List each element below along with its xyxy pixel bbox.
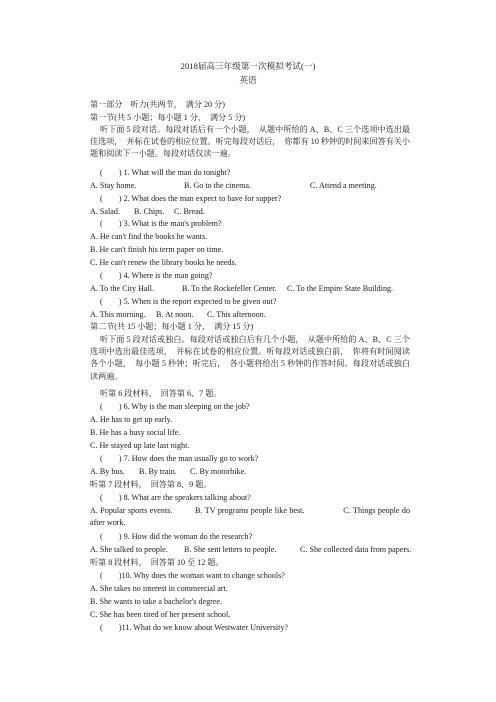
option-c: C. This afternoon.	[207, 310, 266, 319]
question-5: ( ) 5. When is the report expected to be given out?	[100, 297, 277, 306]
option-b: B. She sent letters to people.	[184, 545, 277, 554]
subject-title: 英语	[239, 75, 257, 85]
question-6-option-a: A. He has to get up early.	[90, 415, 173, 424]
material-6-label: 听第 6 段材料， 回答第 6、7 题。	[100, 389, 222, 398]
option-a: A. Salad.	[90, 207, 120, 216]
option-c: C. She collected data from papers.	[300, 545, 412, 554]
option-c: C. Things people do after work.	[90, 506, 411, 528]
option-a: A. By bus.	[90, 467, 125, 476]
question-8-options	[90, 505, 410, 529]
section1-heading: 第一节(共 5 小题；每小题 1 分， 满分 5 分)	[90, 113, 246, 122]
question-8: ( ) 8. What are the speakers talking about?	[100, 493, 251, 502]
question-6-option-b: B. He has a busy social life.	[90, 428, 181, 437]
option-a: A. This morning.	[90, 310, 146, 319]
exam-title: 2018届高三年级第一次模拟考试(一)	[180, 61, 316, 71]
option-a: A. To the City Hall.	[90, 284, 155, 293]
question-10-option-a: A. She takes no interest in commercial art.	[90, 584, 228, 593]
option-a: A. She talked to people.	[90, 545, 168, 554]
option-b: B. By train.	[139, 467, 177, 476]
question-11: ( )11. What do we know about Westwater University?	[100, 623, 289, 632]
question-9: ( ) 9. How did the woman do the research?	[100, 532, 253, 541]
section2-instructions: 听下面 5 段对话或独白。每段对话或独白后有几个小题， 从题中所给的 A、B、C 三个选项中选出最佳选项， 并标在试卷的相应位置。听每段对话或独白前， 你将有时间阅读各个小题， 每小题 5 秒钟；听完后， 各小题将给出 5 秒钟的作答时间。每段对话或独白读两遍。	[90, 335, 410, 381]
option-c: C. Bread.	[174, 207, 205, 216]
option-a: A. Popular sports events.	[90, 506, 173, 515]
option-a: A. Stay home.	[90, 181, 137, 190]
question-6-option-c: C. He stayed up late last night.	[90, 441, 190, 450]
question-3-option-c: C. He can't renew the library books he needs.	[90, 258, 237, 267]
material-7-label: 听第 7 段材料， 回答第 8、9 题。	[90, 480, 212, 489]
section2-heading: 第二节(共 15 小题；每小题 1 分， 满分 15 分)	[90, 322, 254, 331]
question-4: ( ) 4. Where is the man going?	[100, 271, 213, 280]
question-7: ( ) 7. How does the man usually go to work?	[100, 454, 259, 463]
option-b: B. Chips.	[134, 207, 165, 216]
question-1: ( ) 1. What will the man do tonight?	[100, 168, 231, 177]
option-b: B. Go to the cinema.	[184, 181, 251, 190]
section1-instructions: 听下面 5 段对话。每段对话后有一个小题， 从题中所给的 A、B、C 三个选项中选出最佳选项， 并标在试卷的相应位置。听完每段对话后， 你都有 10 秒钟的时间来回答有关小题和阅读下一小题。每段对话仅读一遍。	[90, 125, 410, 159]
option-c: C. Attend a meeting.	[310, 181, 377, 190]
option-b: B. At noon.	[156, 310, 194, 319]
question-10: ( )10. Why does the woman want to change schools?	[100, 571, 285, 580]
question-10-option-c: C. She has been tired of her present school.	[90, 610, 231, 619]
question-10-option-b: B. She wants to take a bachelor's degree.	[90, 597, 223, 606]
question-6: ( ) 6. Why is the man sleeping on the job?	[100, 402, 250, 411]
question-2: ( ) 2. What does the man expect to have for supper?	[100, 194, 282, 203]
material-8-label: 听第 8 段材料， 回答第 10 至 12 题。	[90, 558, 224, 567]
part1-heading: 第一部分 听力(共两节， 满分 20 分)	[90, 100, 225, 109]
question-3: ( ) 3. What is the man's problem?	[100, 219, 222, 228]
question-3-option-b: B. He can't finish his term paper on time.	[90, 245, 224, 254]
question-3-option-a: A. He can't find the books he wants.	[90, 232, 208, 241]
option-c: C. To the Empire State Building.	[287, 284, 394, 293]
option-b: B. TV programs people like best.	[195, 506, 305, 515]
option-b: B. To the Rockefeller Center.	[182, 284, 277, 293]
option-c: C. By motorbike.	[190, 467, 247, 476]
